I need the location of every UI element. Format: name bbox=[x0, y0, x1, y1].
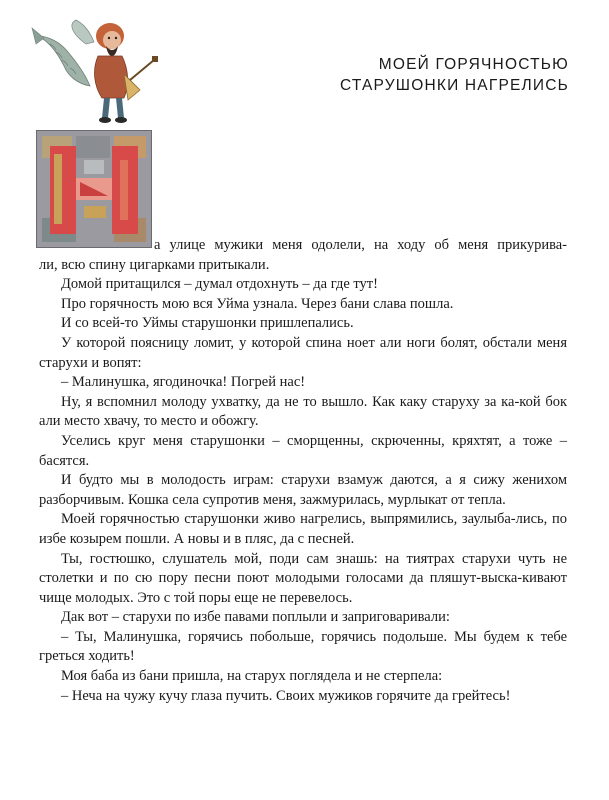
paragraph: Ты, гостюшко, слушатель мой, поди сам знашь: на тиятрах старухи чуть не столетки и по сю пору песни поют молодыми голосами да пляшут-выска-кивают чище молодых. Это с той поры еще не перевелось. bbox=[39, 550, 567, 606]
paragraph: – Малинушка, ягодиночка! Погрей нас! bbox=[61, 374, 306, 391]
paragraph: Домой притащился – думал отдохнуть – да где тут! bbox=[61, 276, 378, 293]
decorative-drop-cap-letter bbox=[36, 130, 152, 248]
story-text bbox=[39, 236, 567, 706]
mermaid-musician-illustration bbox=[28, 14, 168, 132]
paragraph: Моя баба из бани пришла, на старух поглядела и не стерпела: bbox=[61, 668, 443, 685]
chapter-title-line-2: СТАРУШОНКИ НАГРЕЛИСЬ bbox=[339, 77, 569, 95]
paragraph: Уселись круг меня старушонки – сморщенны, скрюченны, кряхтят, а тоже – басятся. bbox=[39, 432, 567, 469]
chapter-title-line-1: МОЕЙ ГОРЯЧНОСТЬЮ bbox=[378, 56, 569, 74]
paragraph: Ну, я вспомнил молоду ухватку, да не то вышло. Как каку старуху за ка-кой бок али место хвачу, то место и обожгу. bbox=[39, 393, 567, 430]
paragraph: Дак вот – старухи по избе павами поплыли и заприговаривали: bbox=[61, 609, 450, 626]
paragraph: ли, всю спину цигарками притыкали. bbox=[39, 256, 270, 273]
paragraph: И со всей-то Уймы старушонки пришлепались. bbox=[61, 315, 354, 332]
paragraph: Про горячность мою вся Уйма узнала. Через бани слава пошла. bbox=[61, 295, 454, 312]
paragraph: – Ты, Малинушка, горячись побольше, горячись подольше. Мы будем к тебе греться ходить! bbox=[39, 628, 567, 665]
chapter-title bbox=[340, 54, 569, 96]
paragraph: – Неча на чужу кучу глаза пучить. Своих мужиков горячите да грейтесь! bbox=[61, 687, 511, 704]
paragraph: а улице мужики меня одолели, на ходу об меня прикурива- bbox=[154, 237, 567, 253]
paragraph: Моей горячностью старушонки живо нагрелись, выпрямились, заулыба-лись, по избе козырем пошли. А новы и в пляс, да с песней. bbox=[39, 511, 567, 547]
paragraph: У которой поясницу ломит, у которой спина ноет али ноги болят, обстали меня старухи и вопят: bbox=[39, 334, 567, 371]
paragraph: И будто мы в молодость играм: старухи взамуж даются, а я сижу женихом разборчивым. Кошка села супротив меня, зажмурилась, мурлыкат от тепла. bbox=[39, 472, 567, 508]
